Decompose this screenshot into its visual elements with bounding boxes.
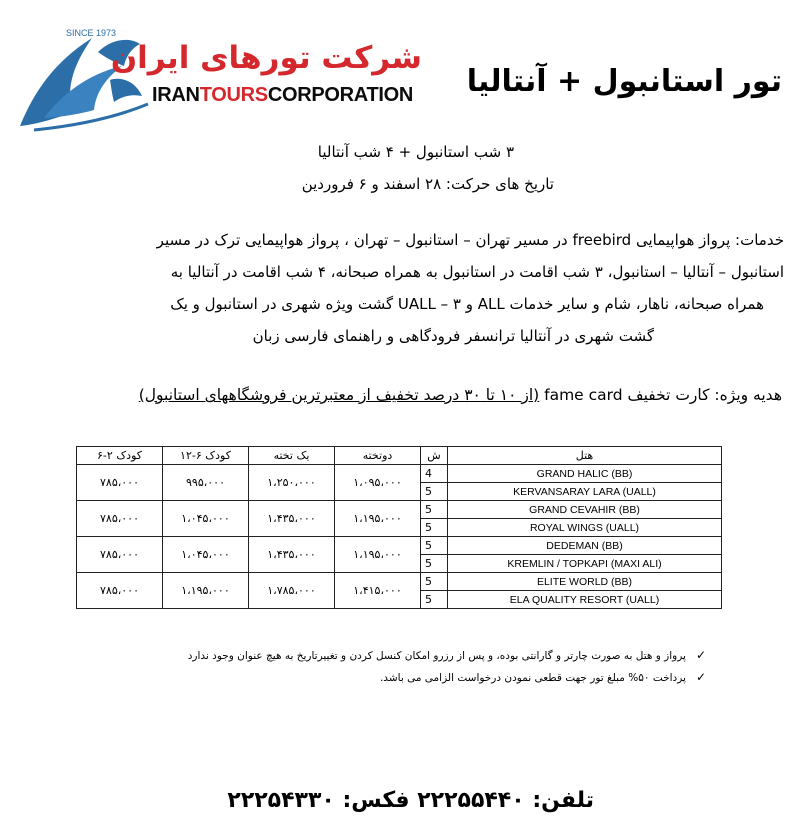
- logo-name-en-corporation: CORPORATION: [267, 84, 414, 106]
- nights-cell: 5: [421, 501, 448, 519]
- services-line-1: خدمات: پرواز هواپیمایی freebird در مسیر تهران – استانبول – تهران ، پرواز هواپیمایی ترک در مسیر: [156, 231, 784, 249]
- logo-name-fa: شرکت تورهای ایران: [110, 40, 422, 76]
- logo-name-en-tours: TOURS: [199, 84, 268, 106]
- hotel-name: ROYAL WINGS (UALL): [448, 519, 722, 537]
- checkmark-icon: ✓: [695, 648, 706, 662]
- price-single: ۱،۲۵۰،۰۰۰: [249, 465, 335, 501]
- price-child-6-12: ۱،۰۴۵،۰۰۰: [163, 501, 249, 537]
- hotel-name: GRAND CEVAHIR (BB): [448, 501, 722, 519]
- services-paragraph: [14, 224, 784, 352]
- nights-cell: 5: [421, 591, 448, 609]
- price-child-6-12: ۹۹۵،۰۰۰: [163, 465, 249, 501]
- table-row: [77, 501, 722, 519]
- price-double: ۱،۰۹۵،۰۰۰: [335, 465, 421, 501]
- contact-info: تلفن: ۲۲۲۵۵۴۴۰ فکس: ۲۲۲۵۴۳۳۰: [227, 788, 594, 813]
- logo-name-en-iran: IRAN: [152, 84, 200, 106]
- nights-cell: 5: [421, 537, 448, 555]
- header-nights: ش: [421, 447, 448, 465]
- price-child-6-12: ۱،۱۹۵،۰۰۰: [163, 573, 249, 609]
- logo-name-en: [152, 84, 413, 107]
- price-child-2-6: ۷۸۵،۰۰۰: [77, 465, 163, 501]
- special-gift: [139, 386, 782, 404]
- services-line-4: گشت شهری در آنتالیا ترانسفر فرودگاهی و راهنمای فارسی زبان: [252, 327, 654, 345]
- price-table: [76, 446, 722, 609]
- nights-cell: 5: [421, 519, 448, 537]
- hotel-name: ELITE WORLD (BB): [448, 573, 722, 591]
- hotel-name: DEDEMAN (BB): [448, 537, 722, 555]
- note-item: [188, 648, 706, 662]
- header-single: یک تخته: [249, 447, 335, 465]
- page-title: تور استانبول + آنتالیا: [466, 64, 782, 99]
- nights-cell: 5: [421, 483, 448, 501]
- hotel-name: KERVANSARAY LARA (UALL): [448, 483, 722, 501]
- table-header-row: [77, 447, 722, 465]
- header-child-2-6: کودک ۲-۶: [77, 447, 163, 465]
- price-child-6-12: ۱،۰۴۵،۰۰۰: [163, 537, 249, 573]
- header-child-6-12: کودک ۶-۱۲: [163, 447, 249, 465]
- table-row: [77, 573, 722, 591]
- price-double: ۱،۱۹۵،۰۰۰: [335, 537, 421, 573]
- subtitle-nights: ۳ شب استانبول + ۴ شب آنتالیا: [317, 143, 514, 161]
- note-text: پرواز و هتل به صورت چارتر و گارانتی بوده، و پس از رزرو امکان کنسل کردن و تغییرتاریخ به هیچ عنوان وجود ندارد: [187, 650, 686, 662]
- hotel-name: ELA QUALITY RESORT (UALL): [448, 591, 722, 609]
- hotel-name: KREMLIN / TOPKAPI (MAXI ALI): [448, 555, 722, 573]
- table-row: [77, 465, 722, 483]
- price-single: ۱،۴۳۵،۰۰۰: [249, 537, 335, 573]
- price-single: ۱،۷۸۵،۰۰۰: [249, 573, 335, 609]
- services-line-3: همراه صبحانه، ناهار، شام و سایر خدمات ALL و UALL – ۳ گشت ویژه شهری در استانبول و یک: [170, 295, 764, 313]
- price-child-2-6: ۷۸۵،۰۰۰: [77, 573, 163, 609]
- gift-detail: (از ۱۰ تا ۳۰ درصد تخفیف از معتبرترین فروشگاههای استانبول): [138, 386, 540, 404]
- header-hotel: هتل: [448, 447, 722, 465]
- nights-cell: 5: [421, 573, 448, 591]
- note-text: پرداخت ۵۰% مبلغ تور جهت قطعی نمودن درخواست الزامی می باشد.: [379, 672, 686, 684]
- header-double: دوتخته: [335, 447, 421, 465]
- price-double: ۱،۴۱۵،۰۰۰: [335, 573, 421, 609]
- price-child-2-6: ۷۸۵،۰۰۰: [77, 537, 163, 573]
- checkmark-icon: ✓: [695, 670, 706, 684]
- nights-cell: 4: [421, 465, 448, 483]
- price-single: ۱،۴۳۵،۰۰۰: [249, 501, 335, 537]
- company-logo: [14, 22, 434, 134]
- nights-cell: 5: [421, 555, 448, 573]
- price-double: ۱،۱۹۵،۰۰۰: [335, 501, 421, 537]
- note-item: [380, 670, 706, 684]
- logo-since-text: SINCE 1973: [66, 28, 117, 38]
- gift-label: هدیه ویژه: کارت تخفیف fame card: [544, 386, 782, 404]
- price-child-2-6: ۷۸۵،۰۰۰: [77, 501, 163, 537]
- hotel-name: GRAND HALIC (BB): [448, 465, 722, 483]
- services-line-2: استانبول – آنتالیا – استانبول، ۳ شب اقامت در استانبول به همراه صبحانه، ۴ شب اقامت در آنتالیا به: [170, 263, 784, 281]
- table-row: [77, 537, 722, 555]
- subtitle-dates: تاریخ های حرکت: ۲۸ اسفند و ۶ فروردین: [301, 175, 554, 193]
